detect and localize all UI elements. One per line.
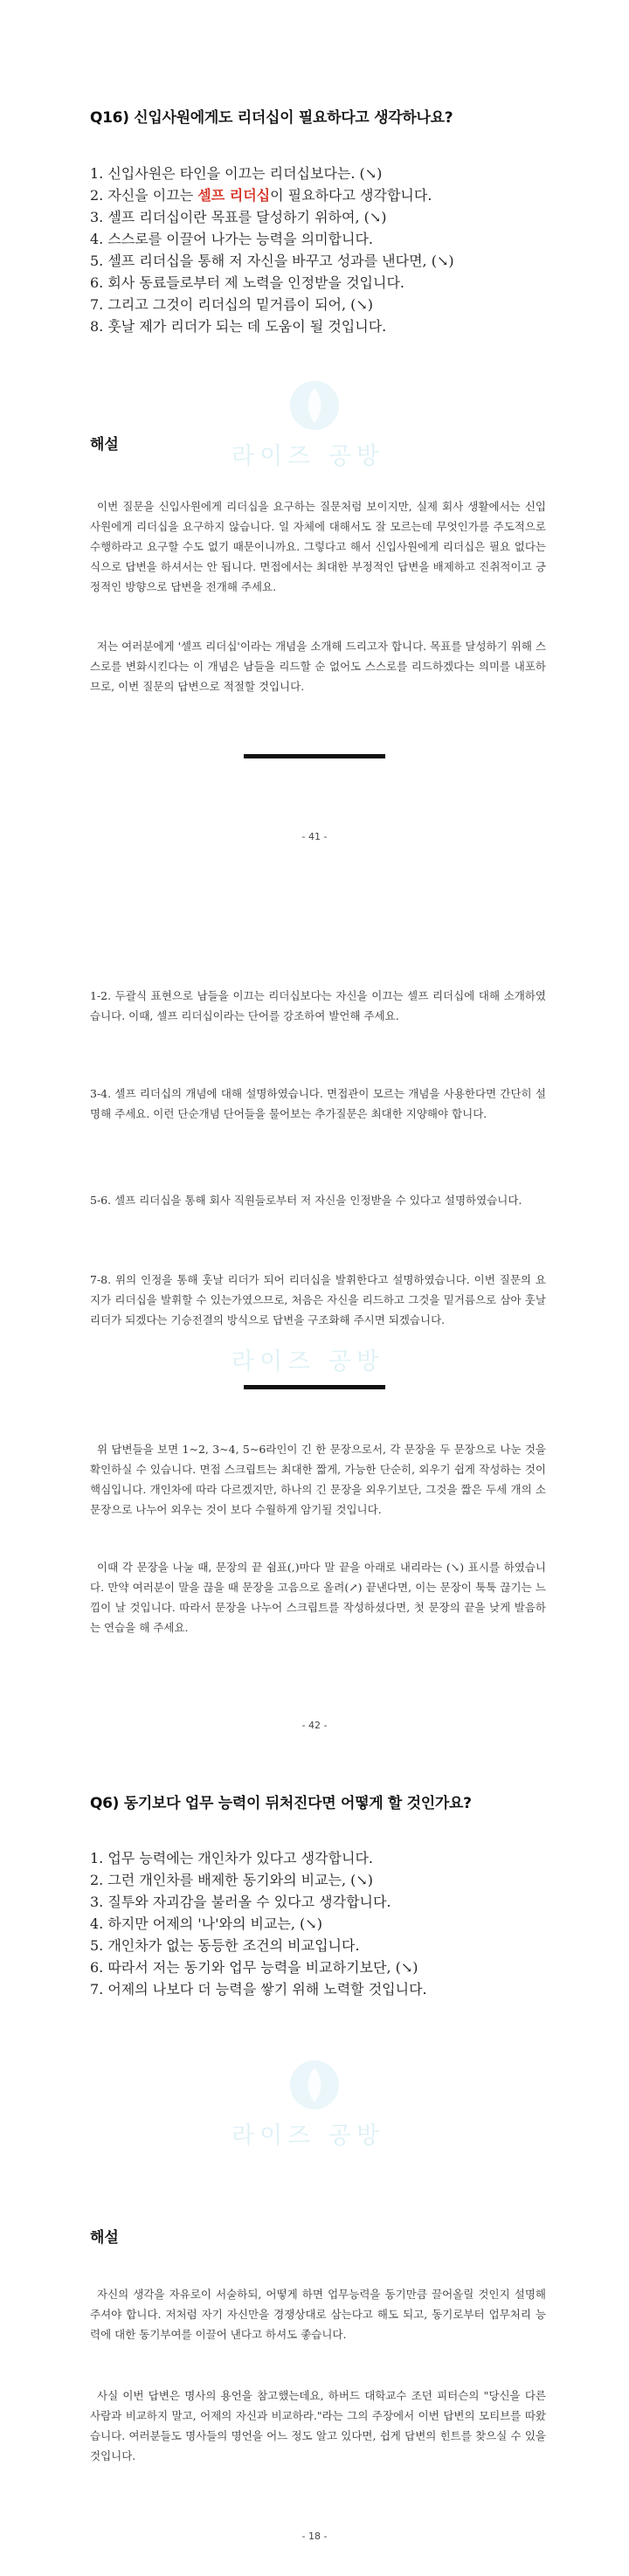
section-divider (244, 1385, 385, 1389)
page-number: - 18 - (301, 2531, 328, 2542)
answer-line: 2. 그런 개인차를 배제한 동기와의 비교는, (↘) (90, 1872, 374, 1888)
watermark-logo-icon (264, 377, 365, 437)
question-title-q16: Q16) 신입사원에게도 리더십이 필요하다고 생각하나요? (90, 109, 453, 127)
highlighted-keyword: 셀프 리더십 (197, 187, 271, 204)
explanation-paragraph: 사실 이번 답변은 명사의 용언을 참고했는데요, 하버드 대학교수 조던 피터슨의 "당신을 다른 사람과 비교하지 말고, 어제의 자신과 비교하라."라는 그의 주장에서 이번 답변의 모티브를 따왔습니다. 여러분들도 명사들의 명언을 어느 정도 알고 있다면, 쉽게 답변의 힌트를 찾으실 수 있을 것입니다. (90, 2389, 546, 2462)
watermark-text: 라이즈 공방 (232, 443, 384, 470)
section-divider (244, 754, 385, 758)
answer-line: 4. 스스로를 이끌어 나가는 능력을 의미합니다. (90, 231, 373, 247)
answer-line: 4. 하지만 어제의 '나'와의 비교는, (↘) (90, 1915, 322, 1932)
answer-line: 7. 그리고 그것이 리더십의 밑거름이 되어, (↘) (90, 296, 374, 313)
answer-line: 8. 훗날 제가 리더가 되는 데 도움이 될 것입니다. (90, 318, 387, 335)
answer-line: 2. 자신을 이끄는 셀프 리더십이 필요하다고 생각합니다. (90, 187, 432, 204)
answer-list-q16 (90, 163, 454, 337)
answer-line: 6. 회사 동료들로부터 제 노력을 인정받을 것입니다. (90, 274, 404, 291)
answer-line: 5. 셀프 리더십을 통해 저 자신을 바꾸고 성과를 낸다면, (↘) (90, 253, 454, 269)
answer-line: 1. 신입사원은 타인을 이끄는 리더십보다는. (↘) (90, 165, 383, 182)
page-number: - 42 - (301, 1720, 328, 1731)
note-paragraph: 위 답변들을 보면 1~2, 3~4, 5~6라인이 긴 한 문장으로서, 각 문장을 두 문장으로 나눈 것을 확인하실 수 있습니다. 면접 스크립트는 최대한 짧게, 가능한 단순히, 외우기 쉽게 작성하는 것이 핵심입니다. 개인차에 따라 다르겠지만, 하나의 긴 문장을 외우기보단, 그것을 짧은 두세 개의 소문장으로 나누어 외우는 것이 보다 수월하게 암기될 것입니다. (90, 1443, 546, 1516)
explanation-paragraph: 자신의 생각을 자유로이 서술하되, 어떻게 하면 업무능력을 동기만큼 끌어올릴 것인지 설명해 주셔야 합니다. 저처럼 자기 자신만을 경쟁상대로 삼는다고 해도 되고, 동기로부터 업무처리 능력에 대한 동기부여를 이끌어 낸다고 하셔도 좋습니다. (90, 2288, 546, 2341)
answer-line: 6. 따라서 저는 동기와 업무 능력을 비교하기보단, (↘) (90, 1959, 418, 1976)
answer-line: 3. 셀프 리더십이란 목표를 달성하기 위하여, (↘) (90, 209, 387, 225)
explanation-heading: 해설 (90, 436, 119, 454)
explanation-paragraph: 이번 질문을 신입사원에게 리더십을 요구하는 질문처럼 보이지만, 실제 회사 생활에서는 신입사원에게 리더십을 요구하지 않습니다. 일 자체에 대해서도 잘 모르는데 무엇인가를 주도적으로 수행하라고 요구할 수도 없기 때문이니까요. 그렇다고 해서 신입사원에게 리더십은 필요 없다는 식으로 답변을 하셔서는 안 됩니다. 면접에서는 최대한 부정적인 답변을 배제하고 진취적이고 긍정적인 방향으로 답변을 전개해 주세요. (90, 500, 546, 593)
explanation-paragraph: 저는 여러분에게 '셀프 리더십'이라는 개념을 소개해 드리고자 합니다. 목표를 달성하기 위해 스스로를 변화시킨다는 이 개념은 남들을 리드할 순 없어도 스스로를 리드하겠다는 의미를 내포하므로, 이번 질문의 답변으로 적절할 것입니다. (90, 640, 546, 693)
watermark-text: 라이즈 공방 (232, 1348, 384, 1375)
answer-line: 7. 어제의 나보다 더 능력을 쌓기 위해 노력할 것입니다. (90, 1981, 427, 1998)
note-paragraph: 1-2. 두괄식 표현으로 남들을 이끄는 리더십보다는 자신을 이끄는 셀프 리더십에 대해 소개하였습니다. 이때, 셀프 리더십이라는 단어를 강조하여 발언해 주세요. (90, 989, 546, 1022)
answer-line: 5. 개인차가 없는 동등한 조건의 비교입니다. (90, 1937, 360, 1954)
page-number: - 41 - (301, 831, 328, 842)
question-title-q6: Q6) 동기보다 업무 능력이 뒤처진다면 어떻게 할 것인가요? (90, 1795, 472, 1812)
explanation-heading: 해설 (90, 2229, 119, 2247)
watermark-logo-icon (264, 2057, 365, 2116)
note-paragraph: 3-4. 셀프 리더십의 개념에 대해 설명하였습니다. 면접관이 모르는 개념을 사용한다면 간단히 설명해 주세요. 이런 단순개념 단어들을 물어보는 추가질문은 최대한 지양해야 합니다. (90, 1087, 546, 1120)
note-paragraph: 5-6. 셀프 리더십을 통해 회사 직원들로부터 저 자신을 인정받을 수 있다고 설명하였습니다. (90, 1194, 522, 1207)
watermark-text: 라이즈 공방 (232, 2122, 384, 2150)
answer-list-q6 (90, 1847, 427, 2000)
answer-line: 1. 업무 능력에는 개인차가 있다고 생각합니다. (90, 1850, 373, 1866)
answer-line: 3. 질투와 자괴감을 불러올 수 있다고 생각합니다. (90, 1894, 391, 1910)
note-paragraph: 7-8. 위의 인정을 통해 훗날 리더가 되어 리더십을 발휘한다고 설명하였습니다. 이번 질문의 요지가 리더십을 발휘할 수 있는가였으므로, 처음은 자신을 리드하고 그것을 밑거름으로 삼아 훗날 리더가 되겠다는 기승전결의 방식으로 답변을 구조화해 주시면 되겠습니다. (90, 1273, 546, 1326)
note-paragraph: 이때 각 문장을 나눌 때, 문장의 끝 쉼표(,)마다 말 끝을 아래로 내리라는 (↘) 표시를 하였습니다. 만약 여러분이 말을 끊을 때 문장을 고음으로 올려(↗) 끝낸다면, 이는 문장이 툭툭 끊기는 느낌이 날 것입니다. 따라서 문장을 나누어 스크립트를 작성하셨다면, 첫 문장의 끝을 낮게 발음하는 연습을 해 주세요. (90, 1561, 546, 1634)
